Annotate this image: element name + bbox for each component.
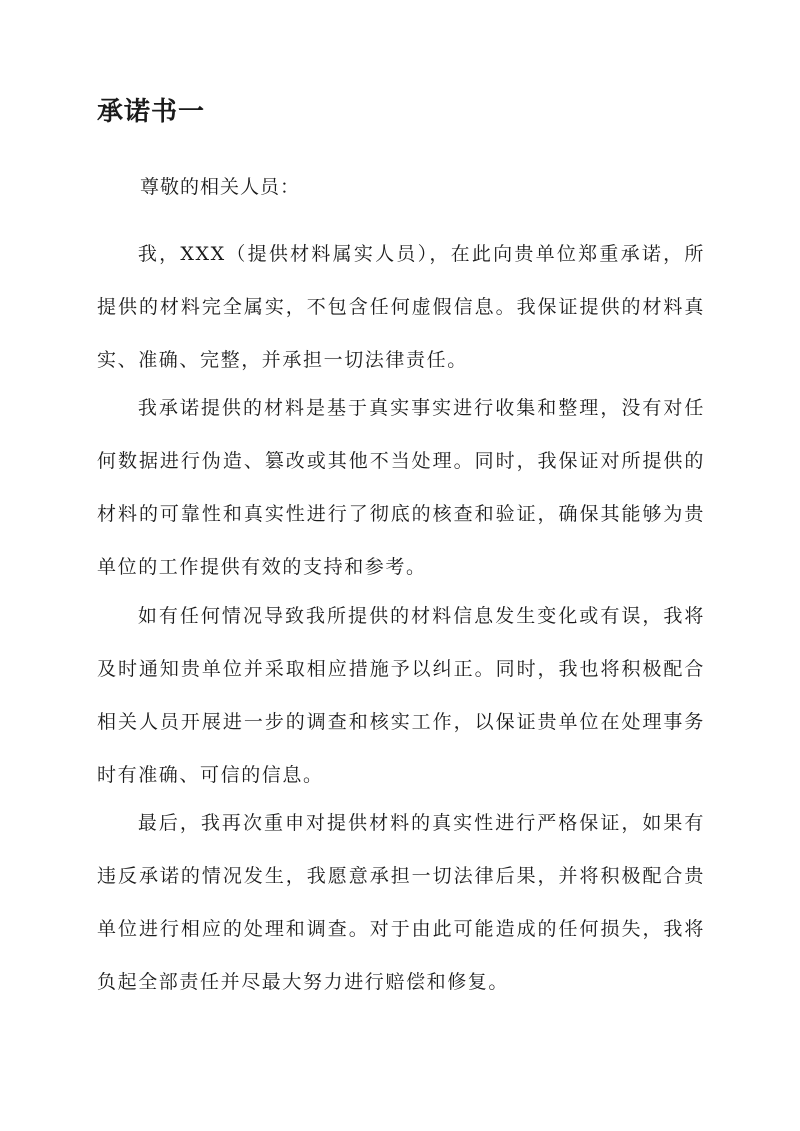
paragraph-verification: 我承诺提供的材料是基于真实事实进行收集和整理，没有对任何数据进行伪造、篡改或其他不当处理。同时，我保证对所提供的材料的可靠性和真实性进行了彻底的核查和验证，确保其能够为贵单位的工作提供有效的支持和参考。 <box>97 397 705 578</box>
paragraph-correction: 如有任何情况导致我所提供的材料信息发生变化或有误，我将及时通知贵单位并采取相应措施予以纠正。同时，我也将积极配合相关人员开展进一步的调查和核实工作，以保证贵单位在处理事务时有准确、可信的信息。 <box>97 605 705 786</box>
paragraph-commitment: 我，XXX（提供材料属实人员），在此向贵单位郑重承诺，所提供的材料完全属实，不包含任何虚假信息。我保证提供的材料真实、准确、完整，并承担一切法律责任。 <box>97 243 705 371</box>
salutation: 尊敬的相关人员： <box>140 176 301 198</box>
paragraph-liability: 最后，我再次重申对提供材料的真实性进行严格保证，如果有违反承诺的情况发生，我愿意承担一切法律后果，并将积极配合贵单位进行相应的处理和调查。对于由此可能造成的任何损失，我将负起全部责任并尽最大努力进行赔偿和修复。 <box>97 812 705 993</box>
document-title: 承诺书一 <box>97 97 206 127</box>
